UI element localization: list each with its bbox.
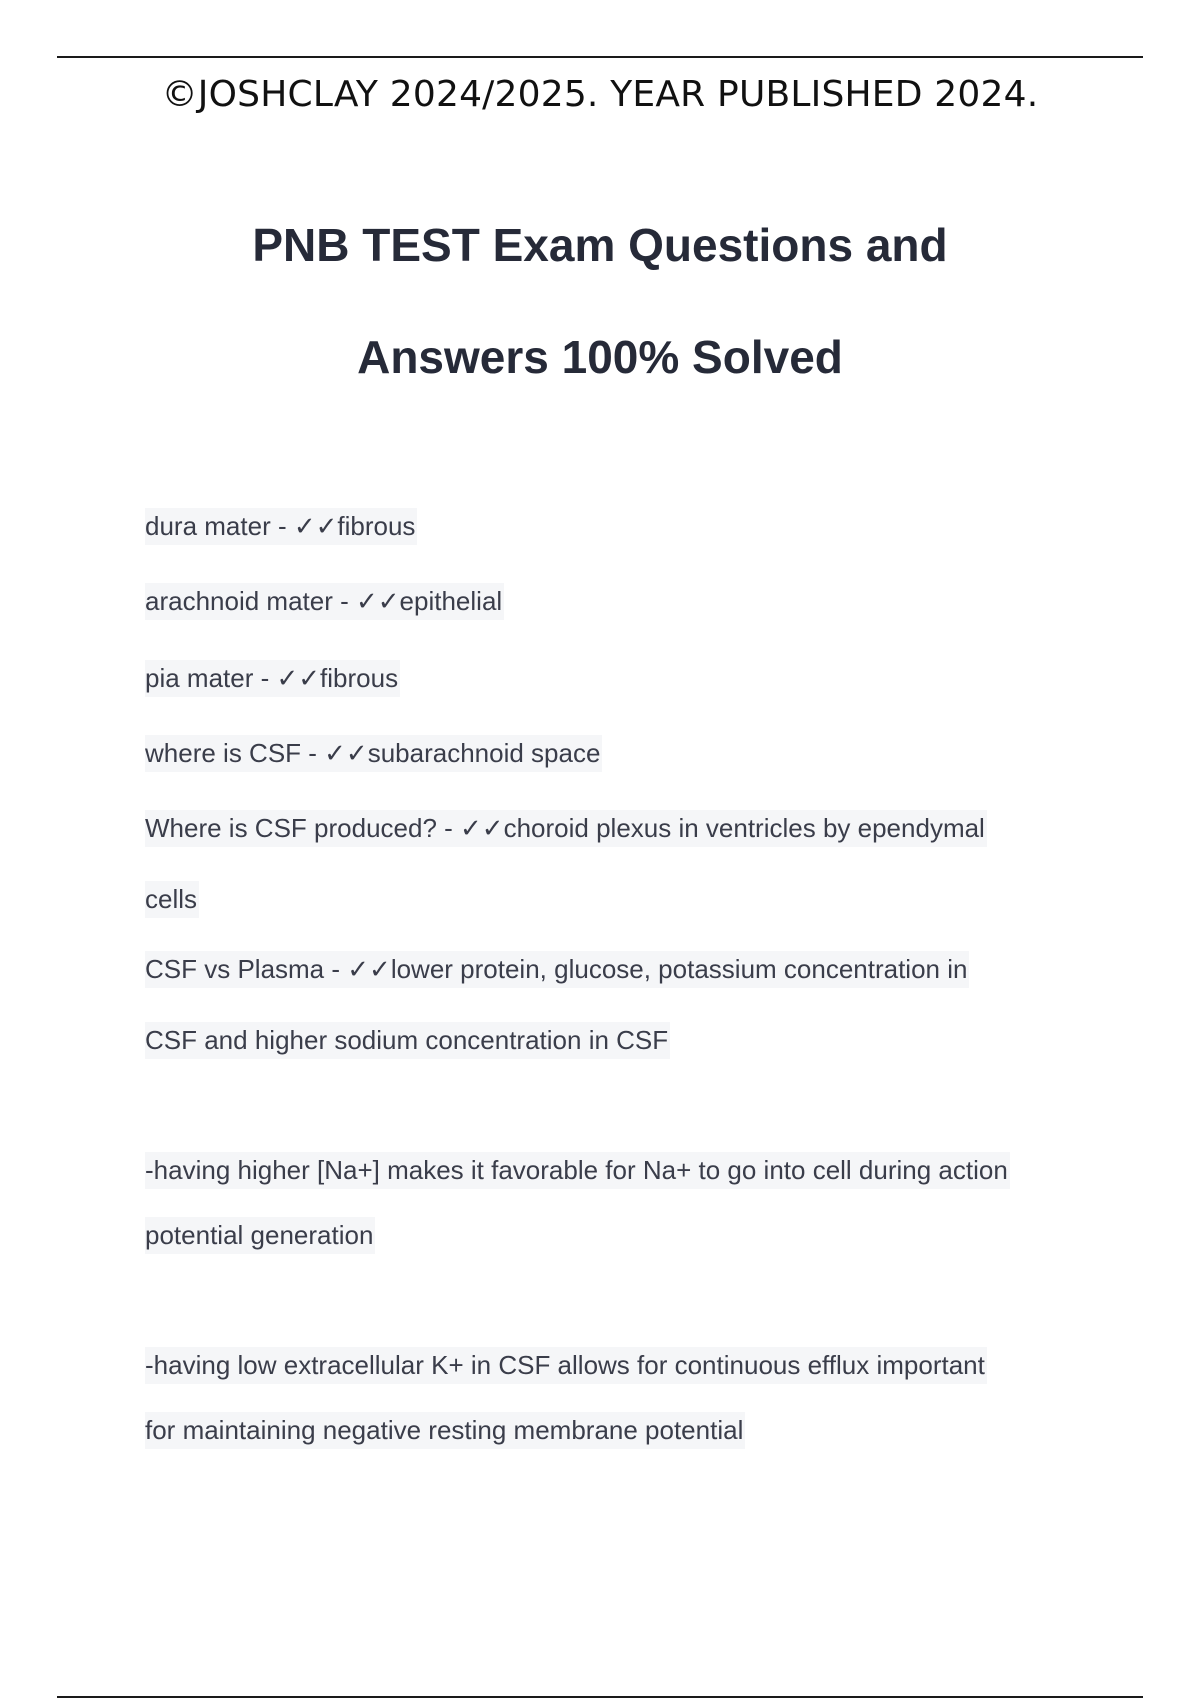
qa-line-csf-vs-plasma-cont: CSF and higher sodium concentration in CSF (145, 1022, 670, 1059)
qa-line-csf-produced: Where is CSF produced? - ✓✓choroid plexus in ventricles by ependymal (145, 810, 987, 847)
qa-line-csf-vs-plasma: CSF vs Plasma - ✓✓lower protein, glucose, potassium concentration in (145, 951, 969, 988)
qa-line-where-is-csf: where is CSF - ✓✓subarachnoid space (145, 735, 602, 772)
qa-line-csf-produced-cont: cells (145, 881, 199, 918)
qa-line-low-k-cont: for maintaining negative resting membrane potential (145, 1412, 745, 1449)
qa-line-low-k: -having low extracellular K+ in CSF allows for continuous efflux important (145, 1347, 987, 1384)
top-rule (57, 56, 1143, 58)
bottom-rule (57, 1696, 1143, 1698)
qa-line-arachnoid-mater: arachnoid mater - ✓✓epithelial (145, 583, 504, 620)
qa-line-pia-mater: pia mater - ✓✓fibrous (145, 660, 400, 697)
document-title-line-1: PNB TEST Exam Questions and (252, 219, 948, 271)
document-title-line-2: Answers 100% Solved (357, 331, 843, 383)
qa-line-dura-mater: dura mater - ✓✓fibrous (145, 508, 417, 545)
qa-line-higher-na-cont: potential generation (145, 1217, 375, 1254)
qa-line-higher-na: -having higher [Na+] makes it favorable for Na+ to go into cell during action (145, 1152, 1010, 1189)
copyright-header: ©JOSHCLAY 2024/2025. YEAR PUBLISHED 2024. (161, 74, 1039, 115)
